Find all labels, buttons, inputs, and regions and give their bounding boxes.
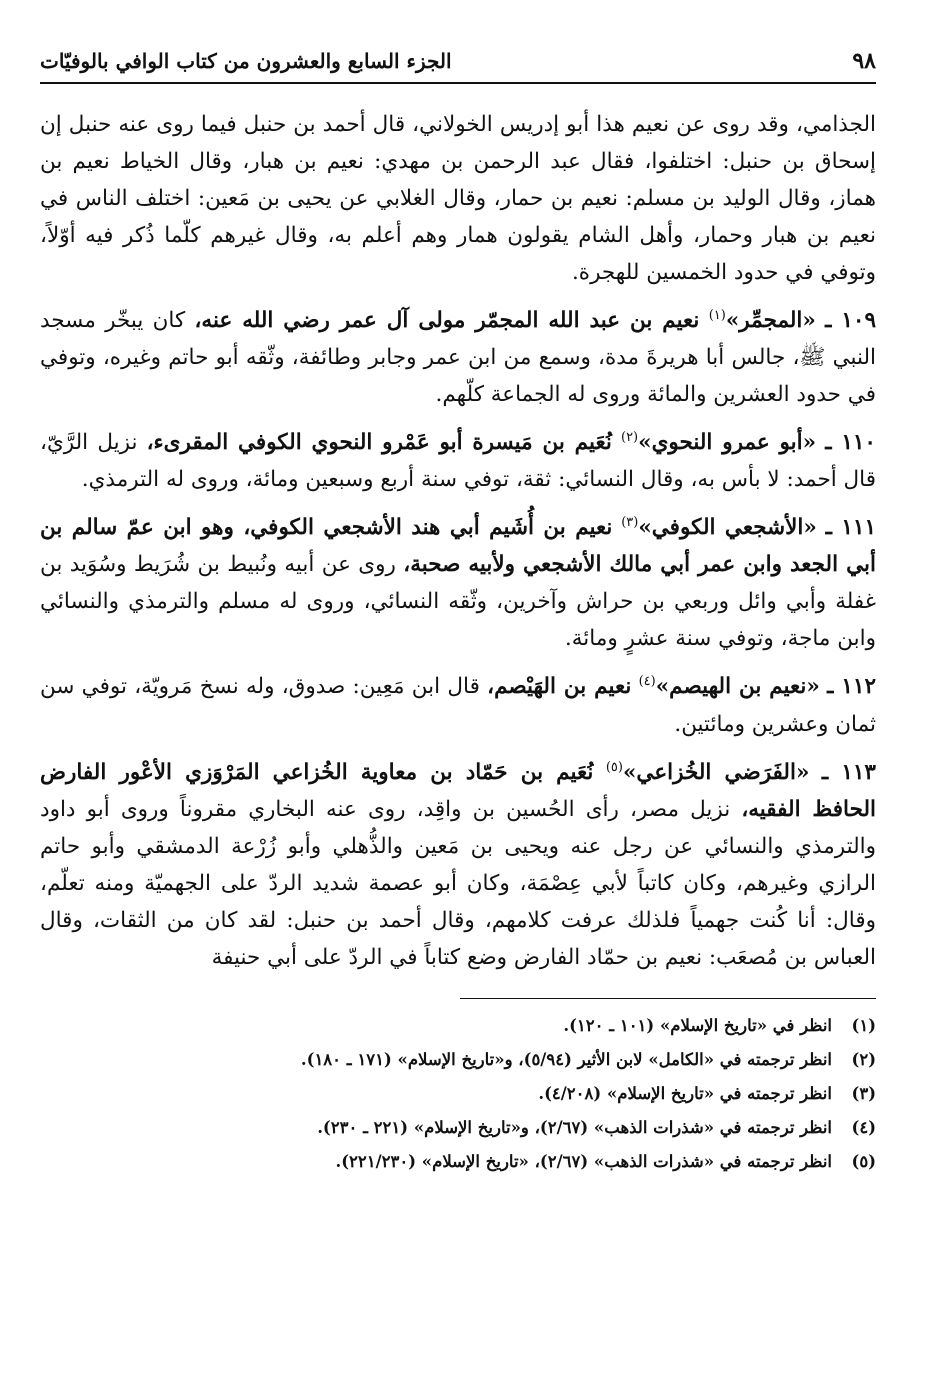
- footnote-text: انظر ترجمته في «شذرات الذهب» (٢/٦٧)، و«تاريخ الإسلام» (٢٢١ ـ ٢٣٠).: [317, 1117, 832, 1137]
- footnote: [40, 1111, 876, 1145]
- biography-entry: [40, 419, 876, 498]
- entry-number: ١٠٩ ـ: [825, 308, 877, 334]
- footnote-text: انظر ترجمته في «الكامل» لابن الأثير (٥/٩٤)، و«تاريخ الإسلام» (١٧١ ـ ١٨٠).: [300, 1049, 832, 1069]
- page-body: [40, 106, 876, 976]
- entry-name: نُعَيم بن حَمّاد بن معاوية الخُزاعي المَرْوَزي الأعْور الفارض الحافظ الفقيه،: [40, 759, 876, 822]
- footnote-text: انظر ترجمته في «تاريخ الإسلام» (٤/٢٠٨).: [538, 1083, 832, 1103]
- book-page: [40, 48, 876, 1179]
- entry-name: نُعَيم بن مَيسرة أبو عَمْرو النحوي الكوفي المقرىء،: [146, 430, 612, 456]
- footnote-ref: (٤): [638, 674, 656, 690]
- entry-title: «المجمِّر»: [725, 308, 816, 334]
- footnote: [40, 1009, 876, 1043]
- footnote-number: (١): [851, 1015, 876, 1035]
- entry-text: قال ابن مَعِين: صدوق، وله نسخ مَرويّة، توفي سن ثمان وعشرين ومائتين.: [40, 674, 876, 737]
- intro-paragraph: الجذامي، وقد روى عن نعيم هذا أبو إدريس الخولاني، قال أحمد بن حنبل فيما روى عنه حنبل إن إسحاق بن حنبل: اختلفوا، فقال عبد الرحمن بن مهدي: نعيم بن هبار، وقال الخياط نعيم بن هماز، وقال الوليد بن مسلم: نعيم بن حمار، وقال الغلابي عن يحيى بن مَعين: اختلف الناس في نعيم بن هبار وحمار، وأهل الشام يقولون همار وهم أعلم به، وقال غيرهم كلّما ذُكر فيه أوّلاً، وتوفي في حدود الخمسين للهجرة.: [40, 112, 876, 285]
- running-title: الجزء السابع والعشرون من كتاب الوافي بالوفيّات: [40, 49, 452, 73]
- footnote-number: (٥): [851, 1151, 876, 1171]
- entry-title: «نعيم بن الهيصم»: [655, 674, 820, 700]
- footnote-ref: (٢): [620, 430, 639, 446]
- footnotes: [40, 1009, 876, 1179]
- entry-name: نعيم بن الهَيْصم،: [487, 674, 632, 700]
- footnote-divider: [460, 998, 876, 999]
- footnote: [40, 1043, 876, 1077]
- entry-number: ١١٠ ـ: [825, 430, 876, 456]
- entry-text: نزيل الرَّيّ، قال أحمد: لا بأس به، وقال النسائي: ثقة، توفي سنة أربع وسبعين ومائة، وروى له الترمذي.: [40, 430, 876, 493]
- page-number: ٩٨: [852, 48, 876, 74]
- biography-entry: [40, 297, 876, 413]
- footnote-ref: (٣): [621, 515, 639, 531]
- entry-text: كان يبخّر مسجد النبي ﷺ، جالس أبا هريرةَ مدة، وسمع من ابن عمر وجابر وطائفة، وثّقه أبو حاتم وغيره، وتوفي في حدود العشرين والمائة وروى له الجماعة كلّهم.: [40, 308, 876, 408]
- entry-title: «أبو عمرو النحوي»: [638, 430, 817, 456]
- entry-text: روى عن أبيه ونُبيط بن شُرَيط وسُوَيد بن غفلة وأبي وائل وربعي بن حراش وآخرين، وثّقه النسائي، وروى له مسلم والترمذي والنسائي وابن ماجة، وتوفي سنة عشرٍ ومائة.: [40, 552, 876, 652]
- footnote-text: انظر في «تاريخ الإسلام» (١٠١ ـ ١٢٠).: [563, 1015, 832, 1035]
- footnote: [40, 1145, 876, 1179]
- biography-entry: [40, 749, 876, 976]
- footnote: [40, 1077, 876, 1111]
- entry-number: ١١٢ ـ: [827, 674, 877, 700]
- footnote-ref: (١): [708, 308, 726, 323]
- biography-entry: [40, 504, 876, 657]
- entry-number: ١١٣ ـ: [821, 759, 876, 785]
- entry-title: «الأشجعي الكوفي»: [638, 515, 817, 541]
- footnote-text: انظر ترجمته في «شذرات الذهب» (٢/٦٧)، «تاريخ الإسلام» (٢٢١/٢٣٠).: [335, 1151, 832, 1171]
- entry-text: نزيل مصر، رأى الحُسين بن واقِد، روى عنه البخاري مقروناً وروى أبو داود والترمذي والنسائي عن رجل عنه ويحيى بن مَعين والذُّهلي وأبو زُرْعة الدمشقي وأبو حاتم الرازي وغيرهم، وكان كاتباً لأبي عِصْمَة، وكان أبو عصمة شديد الردّ على الجهميّة ومنه تعلّم، وقال: أنا كُنت جهمياً فلذلك عرفت كلامهم، وقال أحمد بن حنبل: لقد كان من الثقات، وقال العباس بن مُصعَب: نعيم بن حمّاد الفارض وضع كتاباً في الردّ على أبي حنيفة: [40, 796, 876, 970]
- footnote-number: (٤): [851, 1117, 876, 1137]
- page-header: [40, 48, 876, 84]
- biography-entry: [40, 663, 876, 742]
- footnote-ref: (٥): [605, 759, 623, 775]
- entry-title: «الفَرَضي الخُزاعي»: [622, 759, 810, 785]
- entry-name: نعيم بن عبد الله المجمّر مولى آل عمر رضي الله عنه،: [194, 308, 700, 334]
- entry-name: نعيم بن أُشَيم أبي هند الأشجعي الكوفي، وهو ابن عمّ سالم بن أبي الجعد وابن عمر أبي مالك الأشجعي ولأبيه صحبة،: [40, 515, 876, 578]
- entry-number: ١١١ ـ: [825, 515, 876, 541]
- footnote-number: (٢): [851, 1049, 876, 1069]
- footnote-number: (٣): [851, 1083, 876, 1103]
